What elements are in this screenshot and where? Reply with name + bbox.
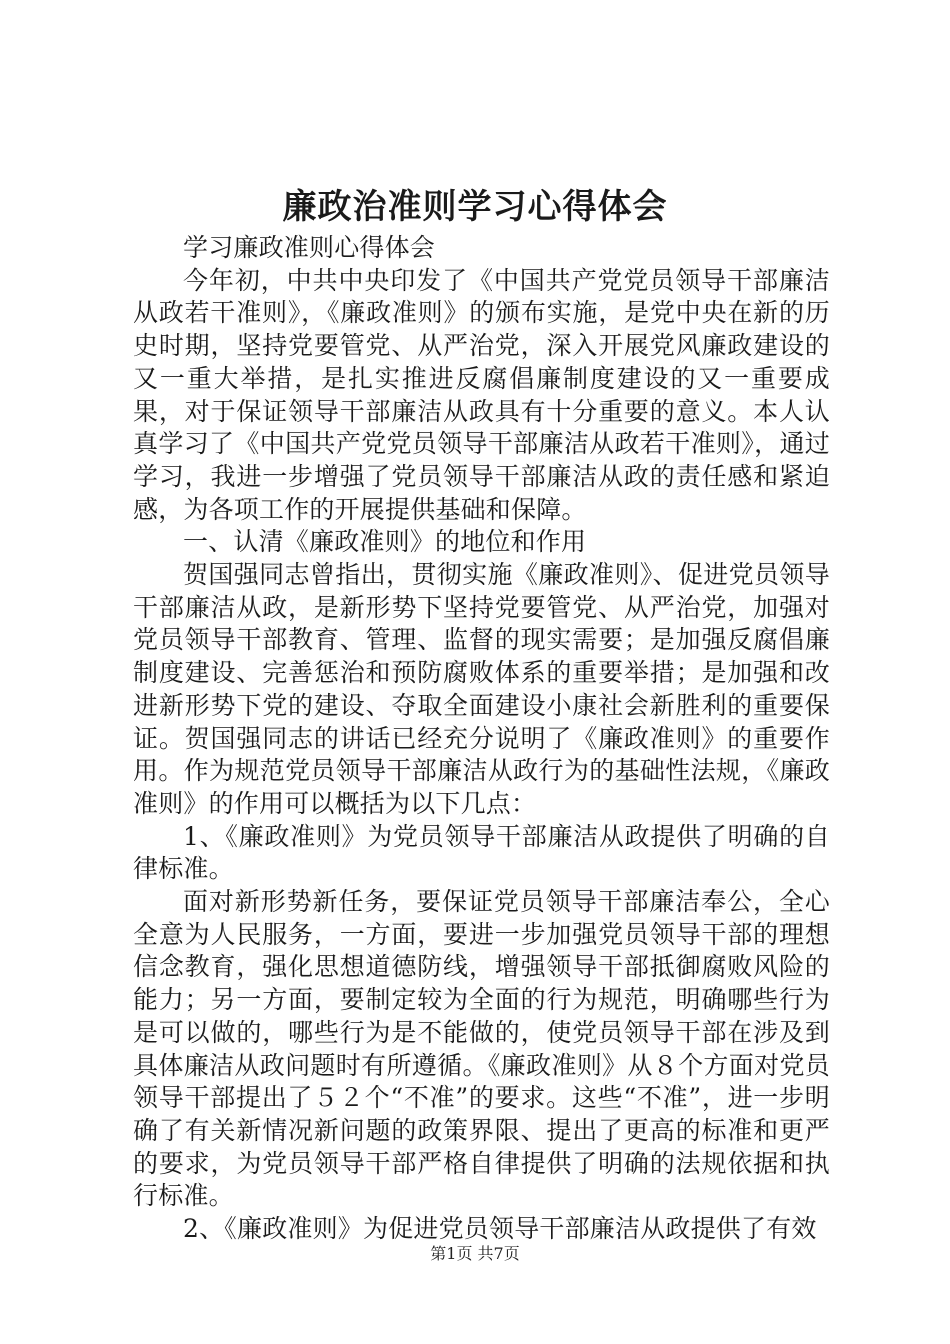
paragraph-point-1: 面对新形势新任务，要保证党员领导干部廉洁奉公，全心全意为人民服务，一方面，要进一步加强党员领导干部的理想信念教育，强化思想道德防线，增强领导干部抵御腐败风险的能力；另一方面，要制定较为全面的行为规范，明确哪些行为是可以做的，哪些行为是不能做的，使党员领导干部在涉及到具体廉洁从政问题时有所遵循。《廉政准则》从８个方面对党员领导干部提出了５２个“不准”的要求。这些“不准”，进一步明确了有关新情况新问题的政策界限、提出了更高的标准和更严的要求，为党员领导干部严格自律提供了明确的法规依据和执行标准。 <box>133 887 830 1211</box>
document-body <box>133 232 830 1246</box>
page-number-footer: 第1页 共7页 <box>430 1244 520 1263</box>
paragraph-subtitle: 学习廉政准则心得体会 <box>183 233 436 262</box>
point-2-heading: 2、《廉政准则》为促进党员领导干部廉洁从政提供了有效 <box>183 1214 817 1244</box>
document-title: 廉政治准则学习心得体会 <box>282 187 668 227</box>
point-1-heading: 1、《廉政准则》为党员领导干部廉洁从政提供了明确的自律标准。 <box>133 821 830 884</box>
paragraph-section-1: 贺国强同志曾指出，贯彻实施《廉政准则》、促进党员领导干部廉洁从政，是新形势下坚持党要管党、从严治党，加强对党员领导干部教育、管理、监督的现实需要；是加强反腐倡廉制度建设、完善惩治和预防腐败体系的重要举措；是加强和改进新形势下党的建设、夺取全面建设小康社会新胜利的重要保证。贺国强同志的讲话已经充分说明了《廉政准则》的重要作用。作为规范党员领导干部廉洁从政行为的基础性法规，《廉政准则》的作用可以概括为以下几点： <box>133 560 830 818</box>
section-heading-1: 一、认清《廉政准则》的地位和作用 <box>183 527 587 557</box>
paragraph-intro: 今年初，中共中央印发了《中国共产党党员领导干部廉洁从政若干准则》，《廉政准则》的颁布实施，是党中央在新的历史时期，坚持党要管党、从严治党，深入开展党风廉政建设的又一重大举措，是扎实推进反腐倡廉制度建设的又一重要成果，对于保证领导干部廉洁从政具有十分重要的意义。本人认真学习了《中国共产党党员领导干部廉洁从政若干准则》，通过学习，我进一步增强了党员领导干部廉洁从政的责任感和紧迫感，为各项工作的开展提供基础和保障。 <box>133 265 830 524</box>
